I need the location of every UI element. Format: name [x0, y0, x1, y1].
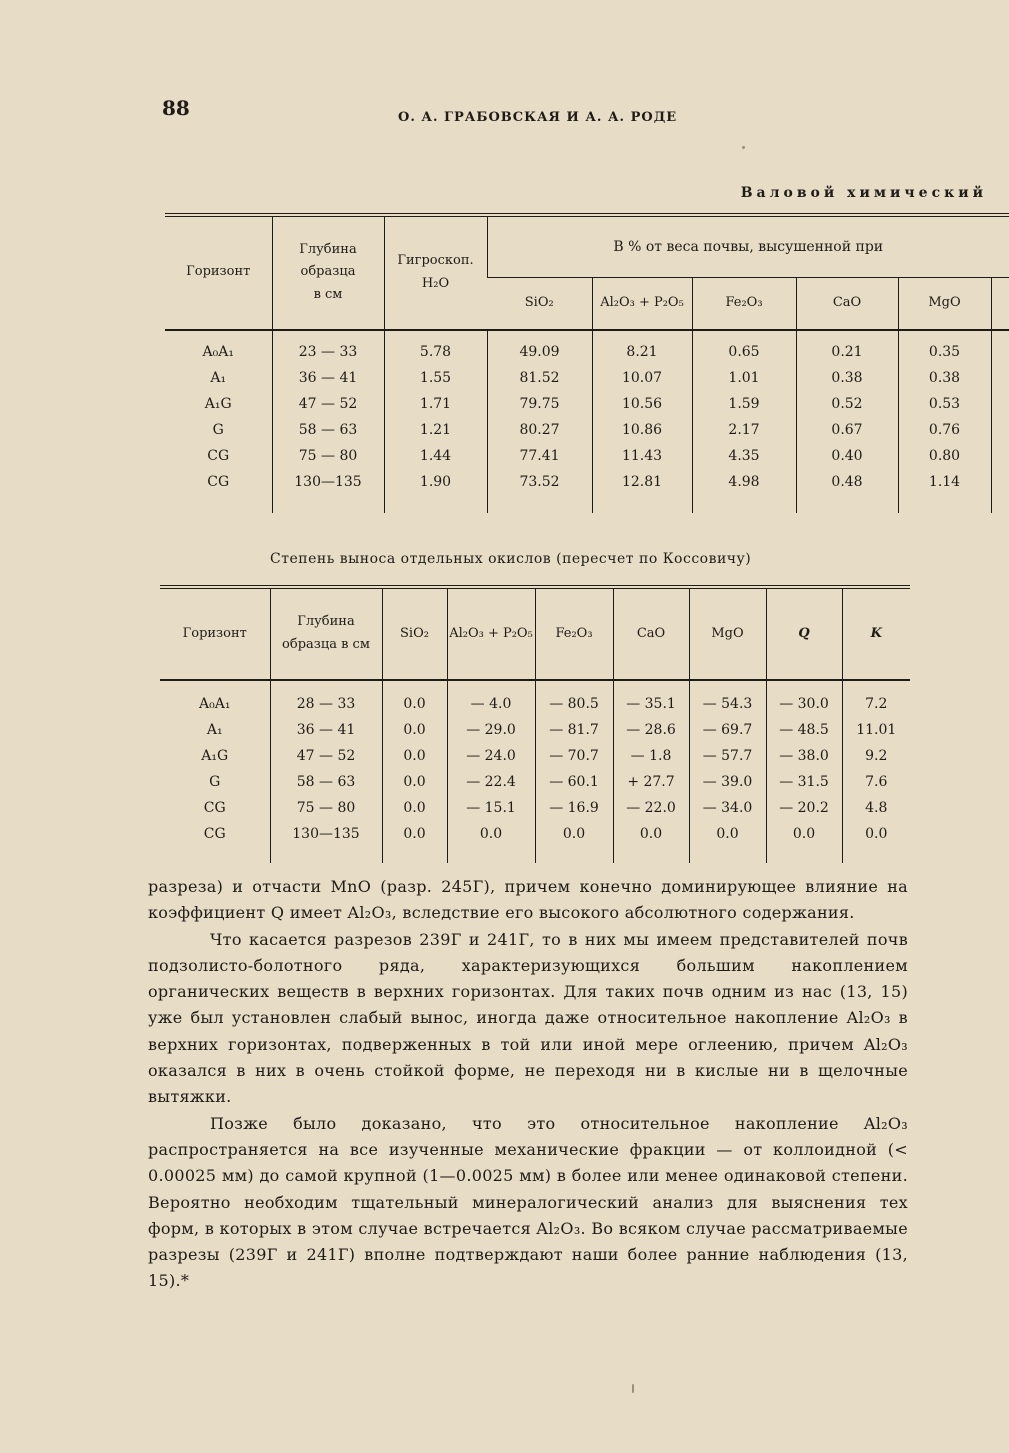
table1-cell: CG — [207, 473, 230, 490]
table1-row — [165, 443, 1009, 469]
table2-cell: 0.0 — [382, 743, 447, 769]
table2-cell: 0.0 — [689, 821, 766, 863]
table1-row — [165, 365, 1009, 391]
table1-cell: 1.01 — [692, 365, 796, 391]
table1-cell: 10.07 — [592, 365, 692, 391]
table2-row — [160, 795, 910, 821]
table1-cell: 0.48 — [796, 469, 898, 513]
table1-cell: 12.81 — [592, 469, 692, 513]
table1-cell: 77.41 — [487, 443, 592, 469]
table2-cell: — 34.0 — [689, 795, 766, 821]
body-text — [148, 874, 908, 1295]
table1-cell: CG — [207, 447, 230, 464]
table1-cell-continued — [991, 417, 1009, 443]
table2-cell: 58 — 63 — [270, 769, 382, 795]
table1-cell: 58 — 63 — [272, 417, 384, 443]
table1-cell: 0.35 — [898, 330, 991, 365]
table2-cell: — 22.4 — [447, 769, 535, 795]
table2-cell: 47 — 52 — [270, 743, 382, 769]
table2-header: Al₂O₃ + P₂O₅ — [447, 587, 535, 680]
table2-cell: 0.0 — [382, 821, 447, 863]
table2-cell: CG — [203, 826, 226, 842]
table2-cell: 9.2 — [842, 743, 910, 769]
table1-cell: 10.56 — [592, 391, 692, 417]
table1-cell: 8.21 — [592, 330, 692, 365]
table2-cell: 0.0 — [382, 769, 447, 795]
table2-cell: — 31.5 — [766, 769, 842, 795]
table1-cell: A₀A₁ — [202, 343, 234, 360]
table2-cell: — 29.0 — [447, 717, 535, 743]
table1-cell: 36 — 41 — [272, 365, 384, 391]
page-number: 88 — [162, 96, 190, 120]
paragraph-2: Что касается разрезов 239Г и 241Г, то в них мы имеем представителей почв подзолисто-болотного ряда, характеризующихся большим накоплением органических веществ в верхних горизонтах. Для таких почв одним из нас (13, 15) уже был установлен слабый вынос, иногда даже относительное накопление Al₂O₃ в верхних горизонтах, подверженных в той или иной мере оглеению, причем Al₂O₃ оказался в них в очень стойкой форме, не переходя ни в кислые ни в щелочные вытяжки. — [148, 929, 908, 1107]
table1-cell: 1.44 — [384, 443, 487, 469]
table2-cell: A₀A₁ — [199, 696, 231, 712]
table1-cell: 49.09 — [487, 330, 592, 365]
table2-cell: — 39.0 — [689, 769, 766, 795]
t1-header-mgo: MgO — [898, 278, 991, 330]
table1-cell: 5.78 — [384, 330, 487, 365]
table1-cell: 0.38 — [898, 365, 991, 391]
table1-cell: A₁G — [204, 395, 232, 412]
table2-cell: — 15.1 — [447, 795, 535, 821]
table1-cell: 1.59 — [692, 391, 796, 417]
table2-row — [160, 821, 910, 863]
table2-row — [160, 743, 910, 769]
table1-cell: 4.35 — [692, 443, 796, 469]
table2-cell: — 81.7 — [535, 717, 613, 743]
table2-cell: — 48.5 — [766, 717, 842, 743]
table1-cell: 0.40 — [796, 443, 898, 469]
table1-row — [165, 417, 1009, 443]
table2-cell: — 54.3 — [689, 680, 766, 717]
table1-cell-continued — [991, 391, 1009, 417]
table1-cell: 0.80 — [898, 443, 991, 469]
table1-cell: 0.38 — [796, 365, 898, 391]
table2-header: CaO — [613, 587, 689, 680]
table2-cell: 0.0 — [535, 821, 613, 863]
paragraph-1: разреза) и отчасти MnO (разр. 245Г), причем конечно доминирующее влияние на коэффициент Q имеет Al₂O₃, вследствие его высокого абсолютного содержания. — [148, 877, 908, 923]
table2-cell: 0.0 — [382, 795, 447, 821]
table2-cell: 75 — 80 — [270, 795, 382, 821]
table2-title: Степень выноса отдельных окислов (пересчет по Коссовичу) — [270, 551, 752, 567]
table1-cell: 73.52 — [487, 469, 592, 513]
table2-cell: — 1.8 — [613, 743, 689, 769]
table2-row — [160, 769, 910, 795]
table2-cell: — 24.0 — [447, 743, 535, 769]
t1-header-horizon: Горизонт — [186, 264, 251, 280]
table2-cell: 0.0 — [613, 821, 689, 863]
t1-header-fe2o3: Fe₂O₃ — [692, 278, 796, 330]
table2-cell: 130—135 — [270, 821, 382, 863]
table1-cell: G — [212, 421, 224, 438]
table2-cell: — 57.7 — [689, 743, 766, 769]
table1-cell: A₁ — [210, 369, 227, 386]
t1-header-sio2: SiO₂ — [524, 294, 554, 310]
table2-cell: — 4.0 — [447, 680, 535, 717]
table2-cell: A₁G — [201, 748, 229, 764]
table2-cell: — 38.0 — [766, 743, 842, 769]
table1-cell: 1.55 — [384, 365, 487, 391]
table1-cell: 0.52 — [796, 391, 898, 417]
table2-cell: G — [209, 774, 221, 790]
table1-cell: 1.14 — [898, 469, 991, 513]
table1-cell: 0.21 — [796, 330, 898, 365]
table1-cell: 81.52 — [487, 365, 592, 391]
table1-cell: 75 — 80 — [272, 443, 384, 469]
table1-cell: 47 — 52 — [272, 391, 384, 417]
t1-header-al2o3: Al₂O₃ + P₂O₅ — [592, 278, 692, 330]
table1-cell-continued — [991, 469, 1009, 513]
table1-cell: 2.17 — [692, 417, 796, 443]
table1-cell: 0.65 — [692, 330, 796, 365]
table2-cell: 11.01 — [842, 717, 910, 743]
table2-cell: 0.0 — [382, 680, 447, 717]
table2-cell: — 22.0 — [613, 795, 689, 821]
table2-cell: 0.0 — [766, 821, 842, 863]
table1-cell: 11.43 — [592, 443, 692, 469]
table1-cell: 1.90 — [384, 469, 487, 513]
table1-cell-continued — [991, 365, 1009, 391]
table2-header: SiO₂ — [382, 587, 447, 680]
table2-cell: — 60.1 — [535, 769, 613, 795]
table2-header: K — [842, 587, 910, 680]
t1-header-group: В % от веса почвы, высушенной при — [487, 215, 1009, 278]
paragraph-3: Позже было доказано, что это относительное накопление Al₂O₃ распространяется на все изученные механические фракции — от коллоидной (< 0.00025 мм) до самой крупной (1—0.0025 мм) в более или менее одинаковой степени. Вероятно необходим тщательный минералогический анализ для выяснения тех форм, в которых в этом случае встречается Al₂O₃. Во всяком случае рассматриваемые разрезы (239Г и 241Г) вполне подтверждают наши более ранние наблюдения (13, 15).* — [148, 1113, 908, 1291]
table1-cell: 0.67 — [796, 417, 898, 443]
table2-cell: — 80.5 — [535, 680, 613, 717]
table2-cell: — 70.7 — [535, 743, 613, 769]
table2-cell: CG — [203, 800, 226, 816]
table1-cell: 0.76 — [898, 417, 991, 443]
table2-header: Глубина образца в см — [270, 587, 382, 680]
table2-cell: 0.0 — [842, 821, 910, 863]
table1-row — [165, 469, 1009, 513]
table2-cell: 0.0 — [447, 821, 535, 863]
table2-cell: + 27.7 — [613, 769, 689, 795]
table1-cell: 23 — 33 — [272, 330, 384, 365]
table1-row — [165, 330, 1009, 365]
running-head: О. А. ГРАБОВСКАЯ И А. А. РОДЕ — [398, 110, 678, 125]
table1-cell: 130—135 — [272, 469, 384, 513]
table1-title: Валовой химический — [740, 185, 987, 201]
table1-cell: 0.53 — [898, 391, 991, 417]
table2-cell: — 35.1 — [613, 680, 689, 717]
table2-cell: 28 — 33 — [270, 680, 382, 717]
t1-header-hygro: Гигроскоп. H₂O — [384, 215, 487, 330]
table1-cell: 10.86 — [592, 417, 692, 443]
table1-cell-continued — [991, 443, 1009, 469]
t1-header-continued — [991, 278, 1009, 330]
paper-speck — [632, 1384, 634, 1393]
table2-cell: — 20.2 — [766, 795, 842, 821]
table2-cell: 7.6 — [842, 769, 910, 795]
table2-cell: 7.2 — [842, 680, 910, 717]
table2-header: Q — [766, 587, 842, 680]
table2-cell: — 28.6 — [613, 717, 689, 743]
table2-row — [160, 717, 910, 743]
table1-cell: 79.75 — [487, 391, 592, 417]
table2-cell: — 69.7 — [689, 717, 766, 743]
table2-header: MgO — [689, 587, 766, 680]
table1-row — [165, 391, 1009, 417]
table1-cell: 80.27 — [487, 417, 592, 443]
t1-header-depth: Глубина образца в см — [272, 215, 384, 330]
leaching-degree-table — [160, 585, 910, 863]
table1-cell: 1.71 — [384, 391, 487, 417]
table2-cell: — 30.0 — [766, 680, 842, 717]
table2-cell: — 16.9 — [535, 795, 613, 821]
table2-header: Fe₂O₃ — [535, 587, 613, 680]
table2-cell: A₁ — [206, 722, 223, 738]
table2-cell: 36 — 41 — [270, 717, 382, 743]
table2-cell: 0.0 — [382, 717, 447, 743]
table1-cell: 1.21 — [384, 417, 487, 443]
table1-cell-continued — [991, 330, 1009, 365]
bulk-chemical-table — [165, 213, 1009, 513]
table2-row — [160, 680, 910, 717]
table2-header: Горизонт — [182, 625, 247, 641]
paper-speck — [742, 146, 745, 149]
t1-header-cao: CaO — [796, 278, 898, 330]
table2-cell: 4.8 — [842, 795, 910, 821]
table1-cell: 4.98 — [692, 469, 796, 513]
